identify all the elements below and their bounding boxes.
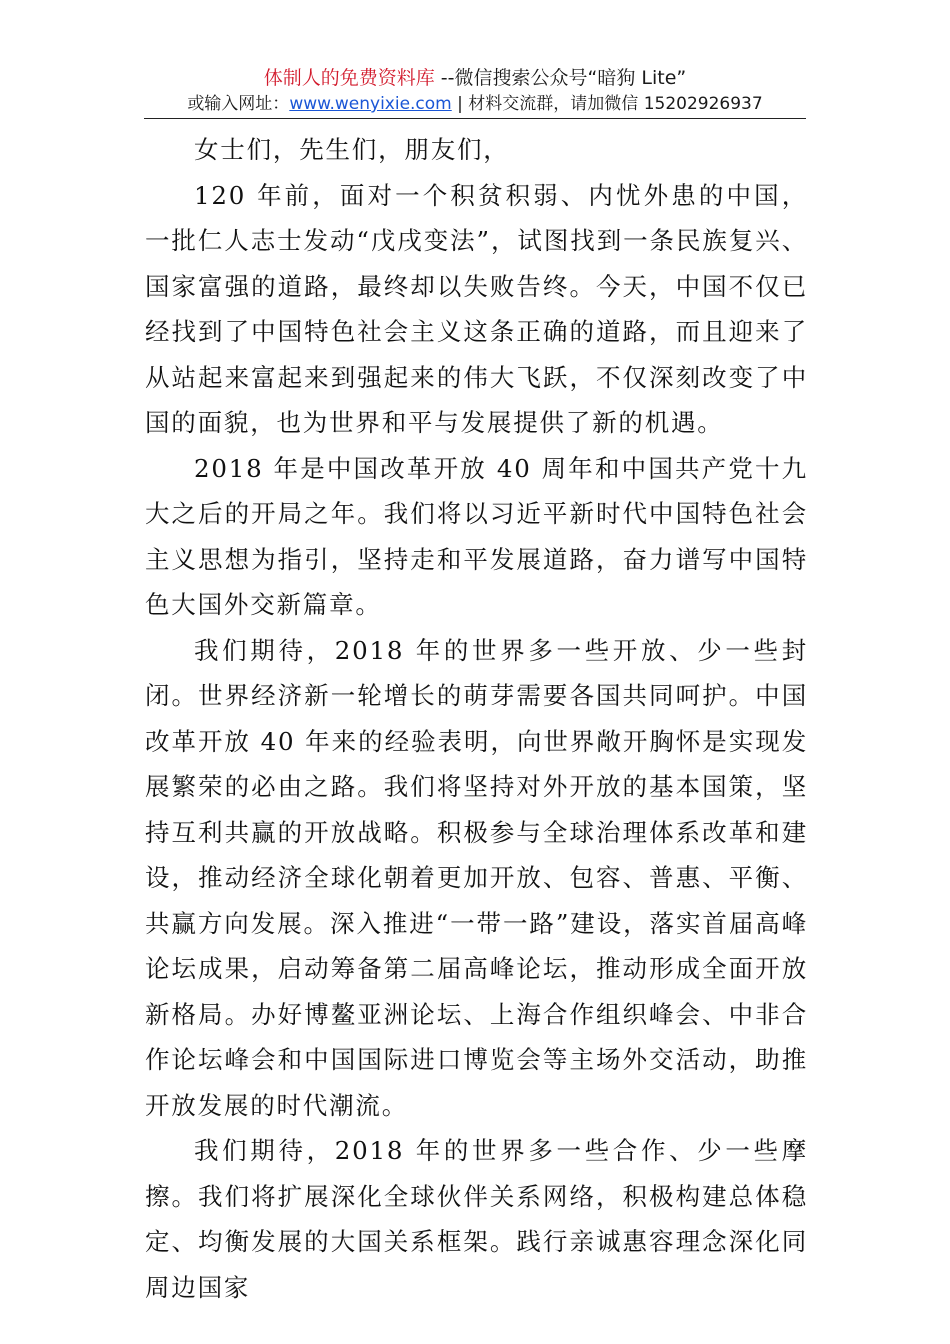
header-divider — [144, 118, 806, 119]
paragraph: 我们期待，2018 年的世界多一些合作、少一些摩擦。我们将扩展深化全球伙伴关系网络，积极构建总体稳定、均衡发展的大国关系框架。践行亲诚惠容理念深化同周边国家 — [145, 1136, 808, 1302]
brand-title: 体制人的免费资料库 — [263, 67, 435, 89]
contact-info: | 材料交流群，请加微信 15202926937 — [451, 94, 763, 114]
header-line-1 — [0, 66, 950, 90]
header-line-2 — [0, 93, 950, 115]
paragraph: 我们期待，2018 年的世界多一些开放、少一些封闭。世界经济新一轮增长的萌芽需要各国共同呵护。中国改革开放 40 年来的经验表明，向世界敞开胸怀是实现发展繁荣的必由之路。我们将坚持对外开放的基本国策，坚持互利共赢的开放战略。积极参与全球治理体系改革和建设，推动经济全球化朝着更加开放、包容、普惠、平衡、共赢方向发展。深入推进“一带一路”建设，落实首届高峰论坛成果，启动筹备第二届高峰论坛，推动形成全面开放新格局。办好博鳌亚洲论坛、上海合作组织峰会、中非合作论坛峰会和中国国际进口博览会等主场外交活动，助推开放发展的时代潮流。 — [145, 635, 808, 1120]
paragraph: 2018 年是中国改革开放 40 周年和中国共产党十九大之后的开局之年。我们将以习近平新时代中国特色社会主义思想为指引，坚持走和平发展道路，奋力谱写中国特色大国外交新篇章。 — [145, 453, 808, 619]
header-tagline: --微信搜索公众号“暗狗 Lite” — [434, 67, 687, 89]
url-prefix: 或输入网址： — [187, 94, 290, 114]
paragraph: 120 年前，面对一个积贫积弱、内忧外患的中国，一批仁人志士发动“戊戌变法”，试图找到一条民族复兴、国家富强的道路，最终却以失败告终。今天，中国不仅已经找到了中国特色社会主义这条正确的道路，而且迎来了从站起来富起来到强起来的伟大飞跃，不仅深刻改变了中国的面貌，也为世界和平与发展提供了新的机遇。 — [145, 180, 808, 437]
site-link[interactable]: www.wenyixie.com — [289, 94, 452, 114]
paragraph-salutation: 女士们，先生们，朋友们， — [194, 135, 510, 164]
document-body — [145, 127, 808, 1310]
